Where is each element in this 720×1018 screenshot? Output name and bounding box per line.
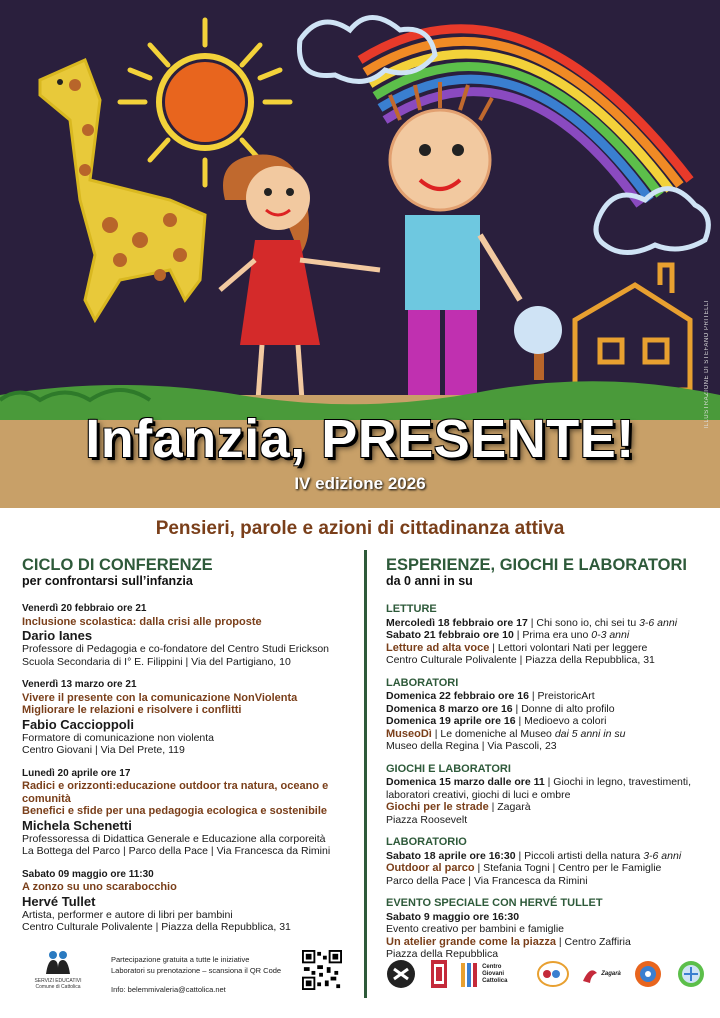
event-speaker: Michela Schenetti — [22, 817, 132, 833]
row-age: dai 5 anni in su — [554, 727, 626, 740]
conference-event — [22, 679, 352, 757]
partner-logo-centro-giovani — [461, 961, 524, 987]
zagara-icon — [581, 963, 599, 985]
poster-title: Infanzia, PRESENTE! — [85, 409, 635, 469]
event-date: Venerdì 20 febbraio ore 21 — [22, 603, 147, 614]
edition-label: IV edizione 2026 — [294, 474, 426, 493]
row-text: Evento creativo per bambini e famiglie — [386, 923, 565, 935]
bars-icon — [461, 961, 479, 987]
row-text: | Piccoli artisti della natura — [515, 849, 644, 862]
poster-subtitle: Pensieri, parole e azioni di cittadinanza attiva — [155, 518, 565, 539]
section-heading: LETTURE — [386, 603, 437, 615]
hero-illustration — [0, 0, 720, 508]
event-talk: A zonzo su uno scarabocchio — [22, 881, 177, 893]
row-title: Un atelier grande come la piazza — [386, 935, 556, 948]
conference-event — [22, 869, 352, 934]
partner-name: Zagarà — [601, 970, 621, 977]
event-talk: Radici e orizzonti:educazione outdoor tra natura, oceano e comunità — [22, 780, 329, 805]
row-text: | Medioevo a colori — [515, 715, 607, 727]
event-talk-subtitle: Migliorare le relazioni e risolvere i conflitti — [22, 704, 242, 716]
qr-code-icon[interactable] — [302, 950, 342, 990]
event-talk: Vivere il presente con la comunicazione NonViolenta — [22, 691, 298, 704]
event-date: Venerdì 13 marzo ore 21 — [22, 679, 137, 690]
activities-subheading: da 0 anni in su — [386, 574, 473, 588]
row-text: | Zagarà — [488, 801, 531, 813]
row-place: Museo della Regina | Via Pascoli, 23 — [386, 740, 557, 752]
row-place: Centro Culturale Polivalente | Piazza della Repubblica, 31 — [386, 654, 655, 666]
globe-badge-icon — [676, 959, 706, 989]
event-place: Scuola Secondaria di I° E. Filippini | Via del Partigiano, 10 — [22, 655, 291, 668]
info-line: Partecipazione gratuita a tutte le iniziative — [111, 955, 250, 964]
speaker-role: Professore di Pedagogia e co-fondatore del Centro Studi Erickson — [22, 643, 330, 655]
municipal-crest-icon — [429, 958, 449, 990]
row-date: Domenica 8 marzo ore 16 — [386, 702, 513, 715]
event-date: Lunedì 20 aprile ore 17 — [22, 767, 131, 779]
row-date: Mercoledì 18 febbraio ore 17 — [386, 616, 528, 629]
footer-info — [34, 948, 364, 1008]
conference-event — [22, 768, 352, 858]
partner-logo — [386, 959, 416, 989]
laboratorio-section — [386, 836, 706, 887]
row-age: 0-3 anni — [591, 629, 630, 641]
illustration-credit: ILLUSTRAZIONE DI STEFANO PRITELLI — [704, 300, 710, 429]
row-text: | Donne di alto profilo — [512, 702, 615, 715]
row-text: | Lettori volontari Nati per leggere — [489, 641, 648, 654]
participation-info — [111, 954, 281, 995]
row-date: Domenica 15 marzo dalle ore 11 — [386, 776, 545, 788]
row-title: Outdoor al parco — [386, 862, 475, 874]
row-place: Piazza Roosevelt — [386, 813, 468, 826]
boy-drawing — [390, 82, 520, 400]
partner-logo-zagara — [581, 963, 621, 985]
event-place: Centro Culturale Polivalente | Piazza della Repubblica, 31 — [22, 921, 291, 933]
column-divider — [364, 550, 367, 998]
letture-section — [386, 603, 706, 667]
partner-logo — [633, 959, 663, 989]
logo-text: SERVIZI EDUCATIVI — [34, 978, 82, 984]
section-heading: LABORATORIO — [386, 836, 467, 848]
house-drawing — [575, 265, 690, 390]
event-date: Sabato 09 maggio ore 11:30 — [22, 868, 154, 880]
row-text: | PreistoricArt — [528, 690, 595, 702]
row-place: Parco della Pace | Via Francesca da Rimini — [386, 874, 588, 887]
speaker-role: Formatore di comunicazione non violenta — [22, 731, 215, 744]
event-place: La Bottega del Parco | Parco della Pace | Via Francesca da Rimini — [22, 845, 331, 857]
row-title: MuseoDì — [386, 727, 432, 740]
partner-logo — [676, 959, 706, 989]
speaker-role: Artista, performer e autore di libri per bambini — [22, 908, 233, 921]
row-age: 3-6 anni — [643, 849, 682, 862]
partner-name: Centro Giovani Cattolica — [482, 963, 508, 984]
row-text: | Prima era uno — [513, 629, 592, 641]
row-text: | Le domeniche al Museo — [431, 727, 555, 740]
family-icon — [43, 948, 73, 976]
event-speaker: Dario Ianes — [22, 628, 93, 643]
event-talk-subtitle: Benefici e sfide per una pedagogia ecologica e sostenibile — [22, 805, 328, 817]
row-text: laboratori creativi, giochi di luci e ombre — [386, 788, 571, 801]
row-text: | Stefania Togni | Centro per le Famiglie — [474, 862, 662, 874]
conference-subheading: per confrontarsi sull’infanzia — [22, 574, 193, 588]
giochi-section — [386, 763, 706, 827]
row-text: | Centro Zaffiria — [555, 935, 631, 948]
conference-column — [22, 556, 352, 945]
row-date: Sabato 9 maggio ore 16:30 — [386, 910, 520, 923]
laboratori-section — [386, 677, 706, 753]
info-email[interactable]: Info: belemmivaleria@cattolica.net — [111, 985, 226, 994]
row-age: 3-6 anni — [639, 616, 678, 629]
row-place: Piazza della Repubblica — [386, 948, 499, 960]
partner-logos — [386, 950, 706, 998]
row-title: Giochi per le strade — [386, 801, 489, 813]
eye-badge-icon — [633, 959, 663, 989]
event-talk: Inclusione scolastica: dalla crisi alle proposte — [22, 615, 262, 628]
row-text: | Chi sono io, chi sei tu — [527, 616, 640, 629]
event-speaker: Fabio Caccioppoli — [22, 716, 134, 732]
section-heading: LABORATORI — [386, 676, 459, 689]
tree-drawing — [514, 306, 562, 380]
row-date: Sabato 21 febbraio ore 10 — [386, 629, 514, 641]
info-line: Laboratori su prenotazione – scansiona il QR Code — [111, 966, 282, 975]
section-heading: EVENTO SPECIALE CON HERVÉ TULLET — [386, 897, 603, 909]
conference-heading: CICLO DI CONFERENZE — [22, 556, 213, 574]
girl-drawing — [220, 155, 380, 401]
section-heading: GIOCHI E LABORATORI — [386, 762, 511, 775]
row-date: Sabato 18 aprile ore 16:30 — [386, 849, 516, 862]
activities-column — [386, 556, 706, 971]
event-speaker: Hervé Tullet — [22, 893, 96, 909]
row-title: Letture ad alta voce — [386, 641, 490, 654]
event-place: Centro Giovani | Via Del Prete, 119 — [22, 744, 185, 756]
servizi-educativi-logo — [34, 948, 82, 990]
partner-logo — [429, 958, 449, 990]
row-date: Domenica 19 aprile ore 16 — [386, 715, 516, 727]
conference-event — [22, 603, 352, 668]
speaker-role: Professoressa di Didattica Generale e Educazione alla corporeità — [22, 832, 326, 845]
row-date: Domenica 22 febbraio ore 16 — [386, 690, 529, 702]
colorful-badge-icon — [537, 960, 569, 988]
activities-heading: ESPERIENZE, GIOCHI E LABORATORI — [386, 556, 688, 574]
sheriff-mask-icon — [386, 959, 416, 989]
row-text: | Giochi in legno, travestimenti, — [544, 776, 692, 788]
partner-logo — [537, 960, 569, 988]
logo-text: Comune di Cattolica — [35, 984, 81, 990]
